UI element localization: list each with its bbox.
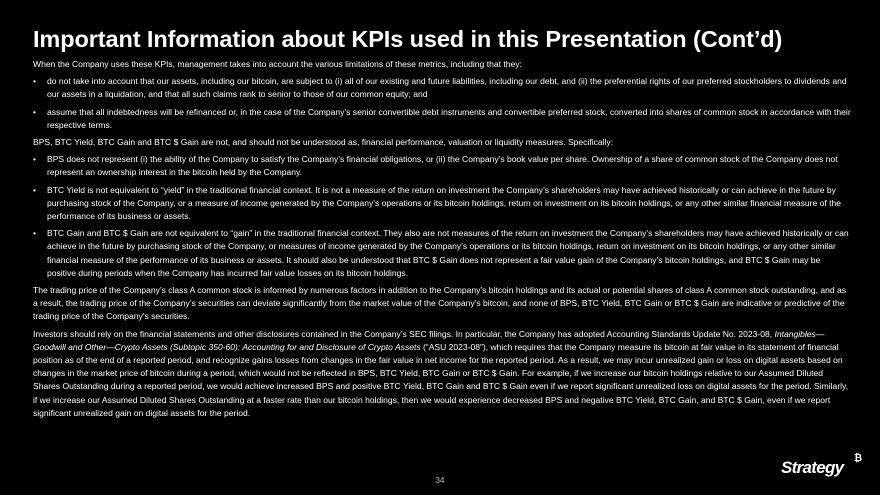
kpi-point-text: BTC Yield is not equivalent to “yield” in the traditional financial context. It is not a measure of the return on investment the Company’s shareholders may have achieved historically or can achieve in the future by purchasing stock of the Company, or a measure of income generated by the Company’s operations or its bitcoin holdings, return on investment on its bitcoin holdings, or any other similar financial measure of the performance of its business or assets. bbox=[47, 184, 842, 222]
investors-paragraph bbox=[33, 328, 851, 420]
slide-body bbox=[33, 58, 851, 424]
kpi-point bbox=[33, 227, 851, 280]
investors-text-part1: Investors should rely on the financial statements and other disclosures contained in the Company’s SEC filings. In particular, the Company has adopted Accounting Standards Update No. 2023-08, bbox=[33, 328, 775, 339]
kpi-point bbox=[33, 184, 851, 224]
bullet-icon: • bbox=[33, 228, 36, 239]
strategy-logo bbox=[781, 453, 863, 480]
limitation-item bbox=[33, 106, 851, 132]
slide-title: Important Information about KPIs used in this Presentation (Cont’d) bbox=[33, 26, 783, 52]
bullet-icon: • bbox=[33, 154, 36, 165]
bullet-icon: • bbox=[33, 76, 36, 87]
bullet-icon: • bbox=[33, 106, 36, 117]
logo-wordmark: Strategy bbox=[781, 458, 844, 477]
limitation-item bbox=[33, 75, 851, 101]
limitation-text: do not take into account that our assets, including our bitcoin, are subject to (i) all of our existing and future liabilities, including our debt, and (ii) the preferential rights of our preferred stockholders to dividends and our assets in a liquidation, and that all such claims rank to senior to those of our common equity; and bbox=[47, 76, 847, 100]
limitations-intro: When the Company uses these KPIs, management takes into account the various limitations of these metrics, including that they: bbox=[33, 59, 522, 69]
bitcoin-icon: ₿ bbox=[854, 453, 863, 464]
kpi-intro: BPS, BTC Yield, BTC Gain and BTC $ Gain are not, and should not be understood as, financial performance, valuation or liquidity measures. Specifically: bbox=[33, 137, 614, 148]
limitation-text: assume that all indebtedness will be refinanced or, in the case of the Company’s senior convertible debt instruments and convertible preferred stock, converted into shares of common stock in accordance with their respective terms. bbox=[47, 106, 851, 130]
investors-text-italic: Intangibles—Goodwill and Other—Crypto Assets (Subtopic 350-60): Accounting for and Disclosure of Crypto Assets bbox=[33, 328, 825, 352]
page-number: 34 bbox=[435, 476, 445, 485]
kpi-point bbox=[33, 153, 851, 179]
investors-text-part2: (“ASU 2023-08”), which requires that the Company measure its bitcoin at fair value in its statement of financial position as of the end of a reported period, and recognize gains losses from changes in the fair value in net income for the reported period. As a result, we may incur unrealized gain or loss on digital assets based on changes in the market price of bitcoin during a period, which would not be reflected in BPS, BTC Yield, BTC Gain or BTC $ Gain. For example, if we increase our bitcoin holdings relative to our Assumed Diluted Shares Outstanding during a reported period, we would achieve increased BPS and positive BTC Yield, BTC Gain and BTC $ Gain even if we report significant unrealized loss on digital assets for the period. Similarly, if we increase our Assumed Diluted Shares Outstanding at a faster rate than our bitcoin holdings, then we would experience decreased BPS and negative BTC Yield, BTC Gain, and BTC $ Gain, even if we report significant unrealized gain on digital assets for the period. bbox=[33, 341, 849, 418]
kpi-point-text: BPS does not represent (i) the ability of the Company to satisfy the Company’s financial obligations, or (ii) the Company’s book value per share. Ownership of a share of common stock of the Company does not represent an ownership interest in the bitcoin held by the Company. bbox=[47, 154, 838, 178]
kpi-point-text: BTC Gain and BTC $ Gain are not equivalent to “gain” in the traditional financial context. They also are not measures of the return on investment the Company’s shareholders may have achieved historically or can achieve in the future by purchasing stock of the Company, or measures of income generated by the Company’s operations or its bitcoin holdings, return on investment on its bitcoin holdings, or any other similar financial measure of the performance of its business or assets. It should also be understood that BTC $ Gain does not represent a fair value gain of the Company’s bitcoin holdings, and BTC $ Gain may be positive during periods when the Company has incurred fair value losses on its bitcoin holdings. bbox=[47, 228, 849, 278]
trading-price-paragraph: The trading price of the Company’s class A common stock is informed by numerous factors in addition to the Company’s bitcoin holdings and its actual or potential shares of class A common stock outstanding, and as a result, the trading price of the Company’s securities can deviate significantly from the market value of the Company’s bitcoin, and none of BPS, BTC Yield, BTC Gain or BTC $ Gain are indicative or predictive of the trading price of the Company’s securities. bbox=[33, 285, 847, 322]
bullet-icon: • bbox=[33, 184, 36, 195]
